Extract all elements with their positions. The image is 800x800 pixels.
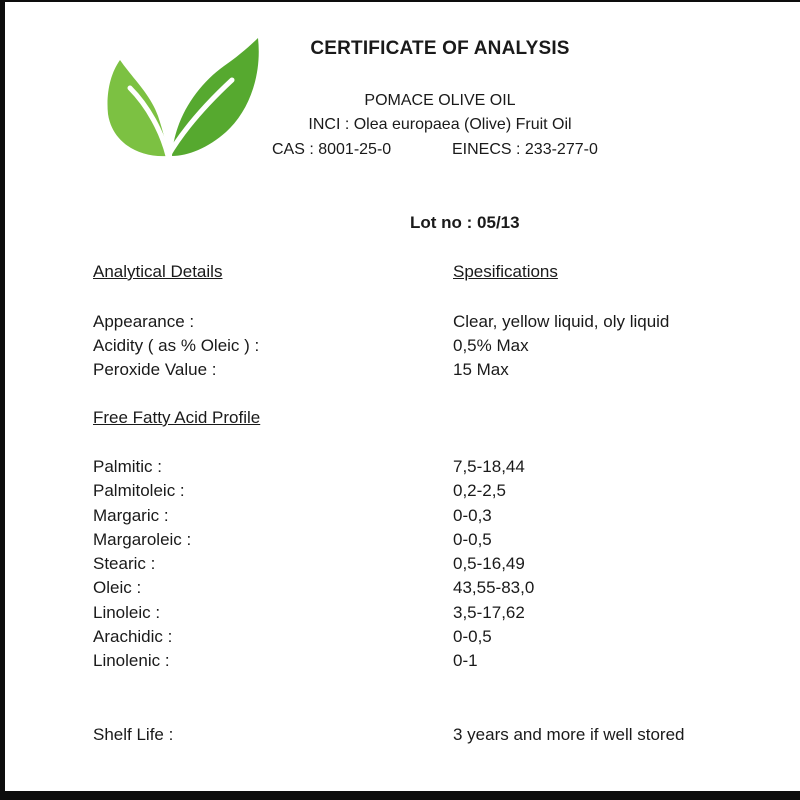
linoleic-label: Linoleic : <box>93 603 161 622</box>
shelf-life-value: 3 years and more if well stored <box>453 725 685 744</box>
margaroleic-label: Margaroleic : <box>93 530 192 549</box>
oleic-label: Oleic : <box>93 578 142 597</box>
oleic-value: 43,55-83,0 <box>453 578 535 597</box>
frame-bottom-border <box>0 791 800 800</box>
appearance-label: Appearance : <box>93 312 195 331</box>
acidity-label: Acidity ( as % Oleic ) : <box>93 336 260 355</box>
frame-top-border <box>0 0 800 2</box>
palmitic-value: 7,5-18,44 <box>453 457 525 476</box>
einecs-number: EINECS : 233-277-0 <box>452 141 598 158</box>
appearance-value: Clear, yellow liquid, oly liquid <box>453 312 670 331</box>
linolenic-label: Linolenic : <box>93 651 170 670</box>
margaric-label: Margaric : <box>93 506 169 525</box>
lot-number: Lot no : 05/13 <box>410 213 520 232</box>
inci-name: INCI : Olea europaea (Olive) Fruit Oil <box>308 116 572 133</box>
fatty-acid-profile-heading: Free Fatty Acid Profile <box>93 408 261 427</box>
cas-number: CAS : 8001-25-0 <box>272 141 392 158</box>
arachidic-label: Arachidic : <box>93 627 173 646</box>
arachidic-value: 0-0,5 <box>453 627 492 646</box>
peroxide-value: 15 Max <box>453 360 509 379</box>
margaric-value: 0-0,3 <box>453 506 492 525</box>
palmitoleic-value: 0,2-2,5 <box>453 481 506 500</box>
shelf-life-label: Shelf Life : <box>93 725 174 744</box>
stearic-label: Stearic : <box>93 554 156 573</box>
analytical-details-heading: Analytical Details <box>93 262 223 281</box>
linoleic-value: 3,5-17,62 <box>453 603 525 622</box>
document-title: CERTIFICATE OF ANALYSIS <box>310 38 570 59</box>
specifications-heading: Spesifications <box>453 262 558 281</box>
stearic-value: 0,5-16,49 <box>453 554 525 573</box>
frame-left-border <box>0 0 5 800</box>
palmitoleic-label: Palmitoleic : <box>93 481 185 500</box>
acidity-value: 0,5% Max <box>453 336 529 355</box>
margaroleic-value: 0-0,5 <box>453 530 492 549</box>
palmitic-label: Palmitic : <box>93 457 162 476</box>
product-name: POMACE OLIVE OIL <box>364 92 516 109</box>
peroxide-label: Peroxide Value : <box>93 360 217 379</box>
linolenic-value: 0-1 <box>453 651 478 670</box>
